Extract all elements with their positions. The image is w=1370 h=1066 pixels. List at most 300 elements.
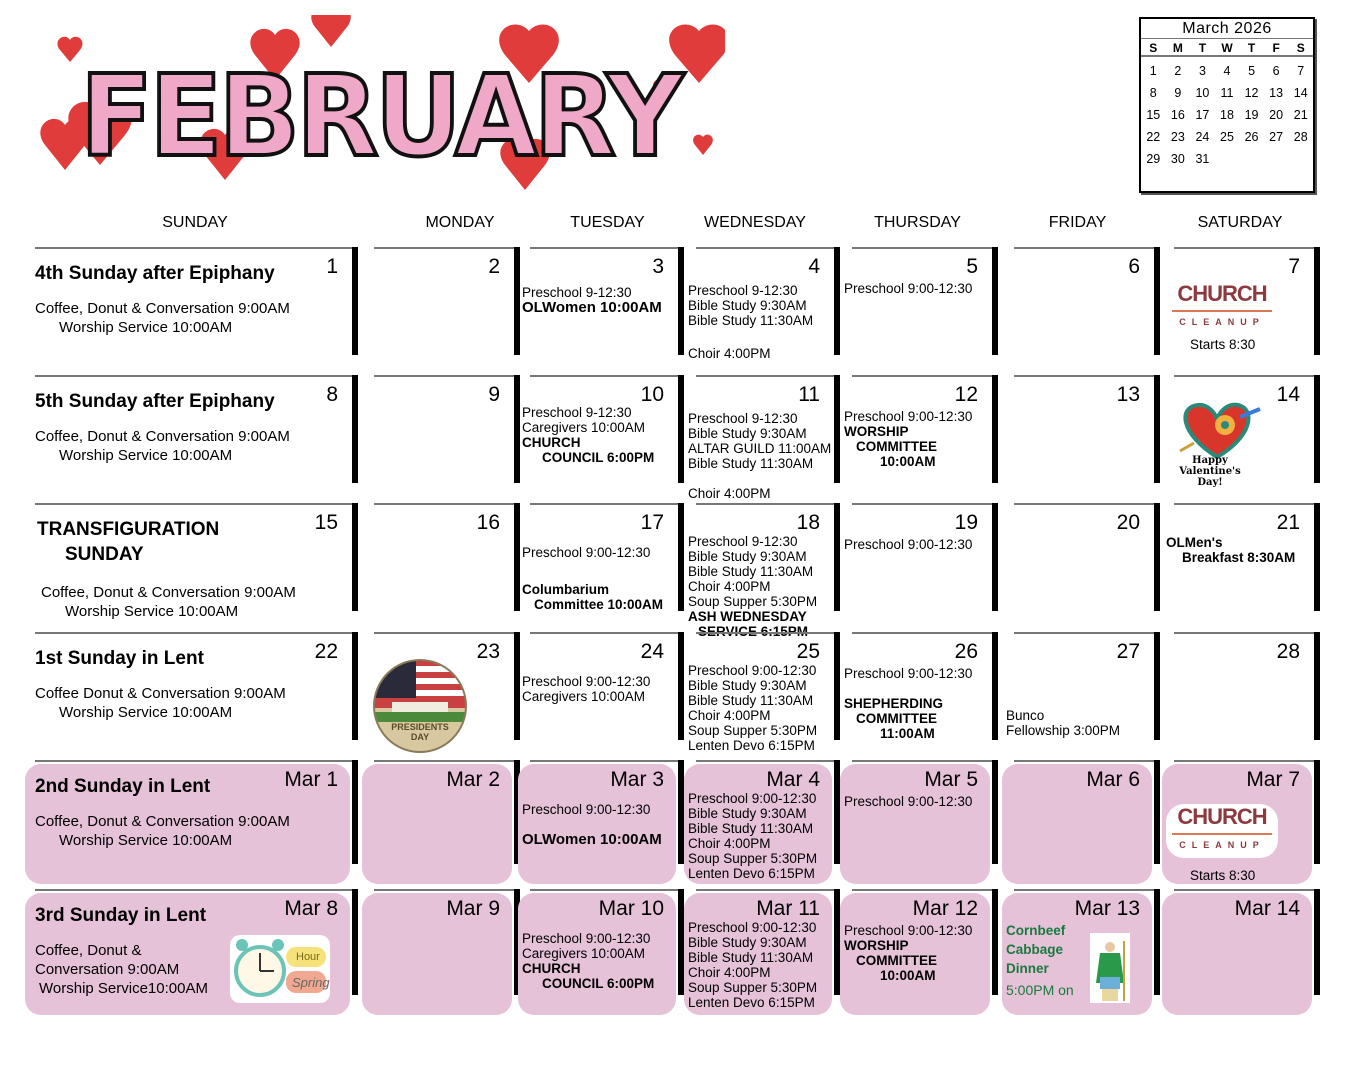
- cell-top-border: [696, 247, 840, 249]
- cell-body: [684, 379, 832, 501]
- event-line: Dinner: [1006, 961, 1049, 976]
- event-line: Columbarium: [522, 582, 610, 597]
- sunday-title: 5th Sunday after Epiphany: [35, 391, 275, 412]
- valentine-text-line: Happy: [1192, 455, 1228, 466]
- cell-top-border: [374, 760, 520, 762]
- day-cell-tuesday[interactable]: [518, 247, 684, 357]
- mini-calendar-date: 8: [1149, 86, 1157, 100]
- event-line: Preschool 9:00-12:30: [844, 409, 973, 424]
- mini-calendar-date: 3: [1198, 64, 1206, 78]
- event-line: Bible Study 9:30AM: [688, 806, 807, 821]
- day-number: 8: [326, 383, 338, 406]
- cell-body: [684, 636, 832, 753]
- cell-body: [25, 636, 350, 742]
- valentine-text-line: Valentine's: [1179, 466, 1241, 477]
- day-cell-tuesday[interactable]: [518, 632, 684, 742]
- event-line: Worship Service 10:00AM: [59, 832, 233, 849]
- day-number: 21: [1276, 511, 1300, 534]
- cell-top-border: [852, 503, 998, 505]
- cell-top-border: [35, 503, 358, 505]
- day-cell-sunday[interactable]: [25, 247, 358, 357]
- cell-body: [840, 251, 990, 357]
- day-number: 13: [1116, 383, 1140, 406]
- event-line: Soup Supper 5:30PM: [688, 594, 818, 609]
- cell-top-border: [1174, 889, 1320, 891]
- cell-top-border: [1014, 632, 1160, 634]
- cell-top-border: [35, 889, 358, 891]
- event-line: Preschool 9:00-12:30: [844, 794, 973, 809]
- event-line: Coffee, Donut & Conversation 9:00AM: [41, 584, 296, 601]
- spring-label: Hour: [296, 951, 320, 963]
- day-number: 20: [1116, 511, 1140, 534]
- event-line: Choir 4:00PM: [688, 836, 771, 851]
- day-cell-friday[interactable]: [1002, 760, 1160, 884]
- day-cell-saturday[interactable]: [1162, 632, 1320, 742]
- mini-calendar-title: March 2026: [1141, 19, 1313, 39]
- cell-body: [840, 893, 990, 1015]
- cell-top-border: [530, 889, 684, 891]
- event-line: Preschool 9:00-12:30: [688, 920, 817, 935]
- event-line: Preschool 9:00-12:30: [522, 545, 651, 560]
- day-number: 10: [640, 383, 664, 406]
- cell-body: [518, 636, 676, 742]
- rake-shovel-icon: [1172, 310, 1272, 312]
- cell-top-border: [374, 503, 520, 505]
- event-line: Preschool 9:00-12:30: [688, 663, 817, 678]
- day-cell-friday[interactable]: [1002, 375, 1160, 485]
- cell-body: [1002, 251, 1152, 357]
- day-number: Mar 13: [1074, 897, 1140, 920]
- cell-body: [518, 379, 676, 485]
- event-line: Preschool 9-12:30: [688, 534, 798, 549]
- cell-top-border: [696, 375, 840, 377]
- mini-calendar-date: 30: [1170, 152, 1185, 166]
- event-line: Worship Service 10:00AM: [59, 447, 233, 464]
- event-line: Choir 4:00PM: [688, 486, 771, 501]
- day-number: Mar 12: [912, 897, 978, 920]
- header-saturday: SATURDAY: [1197, 214, 1283, 231]
- event-line: Bible Study 9:30AM: [688, 426, 807, 441]
- event-line: Committee 10:00AM: [534, 597, 664, 612]
- cell-top-border: [696, 632, 840, 634]
- sunday-title: TRANSFIGURATION: [37, 519, 220, 540]
- cell-top-border: [1014, 760, 1160, 762]
- cell-body: [1002, 379, 1152, 485]
- event-line: Lenten Devo 6:15PM: [688, 738, 815, 753]
- mini-calendar-dates: [1141, 57, 1313, 170]
- cell-body: [840, 764, 990, 884]
- cell-body: [1162, 893, 1312, 1015]
- sunday-title: 3rd Sunday in Lent: [35, 905, 207, 926]
- st-patrick-icon: [1090, 933, 1130, 1003]
- event-line: Preschool 9:00-12:30: [844, 537, 973, 552]
- day-number: 4: [808, 255, 820, 278]
- mini-calendar-date: 19: [1244, 108, 1259, 122]
- cell-top-border: [1174, 760, 1320, 762]
- day-number: Mar 7: [1246, 768, 1300, 791]
- mini-calendar-date: 18: [1220, 108, 1234, 122]
- cell-top-border: [374, 375, 520, 377]
- cell-body: [840, 636, 990, 742]
- cell-top-border: [1014, 503, 1160, 505]
- day-number: Mar 11: [756, 897, 820, 920]
- day-number: Mar 3: [610, 768, 664, 791]
- event-line: Fellowship 3:00PM: [1006, 723, 1121, 738]
- day-number: 19: [954, 511, 978, 534]
- event-line: Bible Study 11:30AM: [688, 564, 814, 579]
- event-line: Worship Service 10:00AM: [59, 319, 233, 336]
- church-cleanup-icon: [1166, 804, 1278, 858]
- day-number: 24: [640, 640, 664, 663]
- day-number: 6: [1128, 255, 1140, 278]
- event-line: Soup Supper 5:30PM: [688, 851, 818, 866]
- day-number: 23: [476, 640, 500, 663]
- cell-right-bar: [1314, 632, 1320, 740]
- cell-top-border: [852, 889, 998, 891]
- event-line: COMMITTEE: [856, 711, 937, 726]
- cell-body: [1162, 251, 1312, 357]
- mini-dow: M: [1172, 41, 1183, 55]
- day-number: 18: [796, 511, 820, 534]
- cell-body: [518, 764, 676, 884]
- event-line: 5:00PM on: [1006, 982, 1074, 998]
- event-line: Coffee, Donut & Conversation 9:00AM: [35, 428, 290, 445]
- cell-top-border: [852, 375, 998, 377]
- sunday-title: 4th Sunday after Epiphany: [35, 263, 275, 284]
- event-line: CHURCH: [522, 961, 581, 976]
- day-number: Mar 4: [766, 768, 820, 791]
- cell-top-border: [1174, 247, 1320, 249]
- day-number: 28: [1276, 640, 1300, 663]
- cell-top-border: [35, 375, 358, 377]
- day-number: 22: [314, 640, 338, 663]
- event-line: Bible Study 11:30AM: [688, 950, 814, 965]
- mini-calendar-date: 12: [1244, 86, 1259, 100]
- mini-calendar-date: 25: [1220, 130, 1234, 144]
- cell-top-border: [35, 632, 358, 634]
- day-number: 26: [954, 640, 978, 663]
- cell-right-bar: [1314, 889, 1320, 995]
- cell-top-border: [530, 247, 684, 249]
- day-number: 12: [954, 383, 978, 406]
- event-line: Bible Study 9:30AM: [688, 549, 807, 564]
- mini-calendar-date: 9: [1174, 86, 1182, 100]
- day-cell-wednesday[interactable]: [684, 760, 840, 884]
- event-line: Coffee Donut & Conversation 9:00AM: [35, 685, 286, 702]
- day-number: 14: [1276, 383, 1300, 406]
- mini-calendar-date: 16: [1170, 108, 1185, 122]
- rake-shovel-icon: [1172, 833, 1272, 835]
- day-cell-monday[interactable]: [362, 503, 520, 613]
- event-line: Bible Study 11:30AM: [688, 456, 814, 471]
- day-cell-friday[interactable]: [1002, 632, 1160, 742]
- event-line: Breakfast 8:30AM: [1182, 550, 1296, 565]
- event-line: Preschool 9:00-12:30: [688, 791, 817, 806]
- mini-dow: S: [1149, 41, 1158, 55]
- day-cell-wednesday[interactable]: [684, 889, 840, 1015]
- event-line: Coffee, Donut & Conversation 9:00AM: [35, 813, 290, 830]
- event-line: Choir 4:00PM: [688, 965, 771, 980]
- event-line: Bible Study 9:30AM: [688, 298, 807, 313]
- event-line: Worship Service 10:00AM: [59, 704, 233, 721]
- event-line: CHURCH: [522, 435, 581, 450]
- cell-right-bar: [352, 632, 358, 740]
- header-sunday: SUNDAY: [162, 214, 228, 231]
- mini-calendar-date: 15: [1146, 108, 1161, 122]
- day-cell-wednesday[interactable]: [684, 375, 840, 501]
- header-friday: FRIDAY: [1048, 214, 1107, 231]
- day-cell-thursday[interactable]: [840, 247, 998, 357]
- cell-right-bar: [1154, 632, 1160, 740]
- day-number: Mar 8: [284, 897, 338, 920]
- day-number: 7: [1288, 255, 1300, 278]
- day-cell-monday[interactable]: [362, 760, 520, 884]
- event-line: Lenten Devo 6:15PM: [688, 995, 815, 1010]
- cell-body: [1002, 636, 1152, 742]
- mini-calendar-date: 14: [1293, 86, 1308, 100]
- valentine-text-line: Day!: [1197, 477, 1223, 488]
- day-cell-monday[interactable]: [362, 247, 520, 357]
- cell-body: [1002, 893, 1152, 1015]
- cell-top-border: [530, 632, 684, 634]
- day-number: Mar 1: [284, 768, 338, 791]
- cell-body: [362, 507, 512, 613]
- svg-text:FEBRUARY: FEBRUARY: [80, 52, 686, 182]
- mini-calendar-march: [1139, 17, 1315, 193]
- cell-top-border: [696, 889, 840, 891]
- event-line: Conversation 9:00AM: [35, 961, 180, 978]
- cell-top-border: [530, 503, 684, 505]
- weekday-header-row: [0, 214, 1370, 236]
- cell-right-bar: [1314, 760, 1320, 864]
- event-line: Preschool 9-12:30: [688, 411, 798, 426]
- cleanup-title: CHURCH: [1177, 804, 1267, 829]
- day-number: 25: [796, 640, 820, 663]
- presidents-day-text: [372, 722, 468, 742]
- sunday-title-line2: SUNDAY: [65, 544, 144, 565]
- day-number: Mar 14: [1234, 897, 1300, 920]
- cell-body: [25, 764, 350, 884]
- mini-dow: W: [1221, 41, 1233, 55]
- day-cell-saturday[interactable]: [1162, 503, 1320, 613]
- cell-top-border: [696, 503, 840, 505]
- cell-right-bar: [992, 503, 998, 611]
- cell-body: [684, 251, 832, 361]
- event-line: 10:00AM: [880, 968, 936, 983]
- event-line: Soup Supper 5:30PM: [688, 980, 818, 995]
- event-line: Caregivers 10:00AM: [522, 946, 646, 961]
- day-cell-wednesday[interactable]: [684, 247, 840, 361]
- day-number: Mar 9: [446, 897, 500, 920]
- day-cell-friday[interactable]: [1002, 503, 1160, 613]
- cleanup-subtitle: CLEANUP: [1179, 317, 1265, 327]
- day-cell-wednesday[interactable]: [684, 632, 840, 753]
- event-line: WORSHIP: [844, 424, 909, 439]
- day-cell-sunday[interactable]: [25, 503, 358, 620]
- cell-right-bar: [1154, 889, 1160, 995]
- mini-calendar-date: 29: [1146, 152, 1161, 166]
- cell-top-border: [1174, 503, 1320, 505]
- day-cell-saturday[interactable]: [1162, 247, 1320, 357]
- day-number: Mar 10: [598, 897, 664, 920]
- cell-top-border: [530, 375, 684, 377]
- cell-body: [1162, 636, 1312, 742]
- day-cell-sunday[interactable]: [25, 375, 358, 485]
- cell-right-bar: [992, 247, 998, 355]
- cell-top-border: [530, 760, 684, 762]
- cell-body: [25, 251, 350, 357]
- event-line: Preschool 9-12:30: [688, 283, 798, 298]
- cell-body: [1162, 764, 1312, 884]
- day-cell-thursday[interactable]: [840, 632, 998, 742]
- event-line: OLWomen 10:00AM: [522, 831, 662, 848]
- mini-calendar-date: 5: [1248, 64, 1256, 78]
- event-line: COUNCIL 6:00PM: [542, 976, 655, 991]
- event-line: Preschool 9:00-12:30: [522, 674, 651, 689]
- cell-top-border: [696, 760, 840, 762]
- event-line: Choir 4:00PM: [688, 579, 771, 594]
- cell-right-bar: [1154, 760, 1160, 864]
- spring-label: Spring: [292, 975, 330, 990]
- day-number: Mar 2: [446, 768, 500, 791]
- mini-dow: S: [1296, 41, 1305, 55]
- event-line: Preschool 9:00-12:30: [844, 666, 973, 681]
- event-line: Bible Study 11:30AM: [688, 313, 814, 328]
- event-line: Cabbage: [1006, 942, 1064, 957]
- day-cell-friday[interactable]: [1002, 889, 1160, 1015]
- mini-calendar-date: 7: [1297, 64, 1305, 78]
- event-line: Preschool 9-12:30: [522, 405, 632, 420]
- day-cell-sunday[interactable]: [25, 760, 358, 884]
- cell-right-bar: [1314, 375, 1320, 483]
- day-number: Mar 6: [1086, 768, 1140, 791]
- mini-calendar-date: 6: [1272, 64, 1280, 78]
- event-line: Worship Service 10:00AM: [65, 603, 239, 620]
- cell-top-border: [35, 760, 358, 762]
- cell-top-border: [374, 247, 520, 249]
- day-cell-tuesday[interactable]: [518, 503, 684, 613]
- cell-top-border: [852, 632, 998, 634]
- day-cell-monday[interactable]: [362, 375, 520, 485]
- church-cleanup-icon: [1166, 281, 1278, 335]
- event-line: Caregivers 10:00AM: [522, 689, 646, 704]
- event-line: Starts 8:30: [1190, 868, 1256, 883]
- mini-dow: T: [1198, 41, 1207, 55]
- cell-body: [362, 893, 512, 1015]
- mini-calendar-date: 2: [1174, 64, 1182, 78]
- event-line: Coffee, Donut &: [35, 942, 142, 959]
- cell-body: [840, 507, 990, 613]
- cell-body: [1162, 507, 1312, 613]
- event-line: Caregivers 10:00AM: [522, 420, 646, 435]
- spring-forward-clock-icon: [230, 935, 330, 1003]
- event-line: COMMITTEE: [856, 439, 937, 454]
- mini-calendar-date: 26: [1244, 130, 1259, 144]
- mini-calendar-weekdays: [1141, 39, 1313, 57]
- cell-right-bar: [352, 247, 358, 355]
- day-cell-saturday[interactable]: [1162, 889, 1320, 1015]
- day-cell-thursday[interactable]: [840, 760, 998, 884]
- event-line: Preschool 9:00-12:30: [844, 281, 973, 296]
- sunday-title: 2nd Sunday in Lent: [35, 776, 211, 797]
- cell-top-border: [35, 247, 358, 249]
- mini-calendar-date: 27: [1269, 130, 1284, 144]
- day-number: 15: [314, 511, 338, 534]
- event-line: Preschool 9:00-12:30: [522, 802, 651, 817]
- day-cell-thursday[interactable]: [840, 503, 998, 613]
- cell-body: [518, 507, 676, 613]
- cell-right-bar: [352, 889, 358, 995]
- cell-top-border: [852, 760, 998, 762]
- cell-body: [362, 764, 512, 884]
- day-cell-thursday[interactable]: [840, 375, 998, 485]
- day-cell-tuesday[interactable]: [518, 375, 684, 485]
- day-cell-sunday[interactable]: [25, 889, 358, 1015]
- day-cell-friday[interactable]: [1002, 247, 1160, 357]
- cell-top-border: [374, 889, 520, 891]
- day-cell-monday[interactable]: [362, 632, 520, 742]
- cell-body: [684, 764, 832, 884]
- day-cell-sunday[interactable]: [25, 632, 358, 742]
- cell-body: [25, 507, 350, 620]
- mini-calendar-date: 17: [1195, 108, 1210, 122]
- valentine-text: [1170, 455, 1250, 488]
- sunday-title: 1st Sunday in Lent: [35, 648, 204, 669]
- day-cell-monday[interactable]: [362, 889, 520, 1015]
- cell-right-bar: [992, 889, 998, 995]
- cell-body: [362, 636, 512, 742]
- day-cell-wednesday[interactable]: [684, 503, 840, 624]
- event-line: SHEPHERDING: [844, 696, 944, 711]
- mini-dow: T: [1247, 41, 1256, 55]
- cell-top-border: [852, 247, 998, 249]
- day-cell-tuesday[interactable]: [518, 760, 684, 884]
- day-cell-tuesday[interactable]: [518, 889, 684, 1015]
- day-cell-saturday[interactable]: [1162, 760, 1320, 884]
- day-cell-thursday[interactable]: [840, 889, 998, 1015]
- event-line: Bunco: [1006, 708, 1045, 723]
- cell-body: [362, 379, 512, 485]
- mini-calendar-date: 28: [1293, 130, 1308, 144]
- event-line: Worship Service10:00AM: [39, 980, 208, 997]
- cell-top-border: [1014, 247, 1160, 249]
- event-line: ASH WEDNESDAY: [688, 609, 807, 624]
- cell-right-bar: [1154, 503, 1160, 611]
- cell-body: [840, 379, 990, 485]
- cell-right-bar: [1154, 247, 1160, 355]
- event-line: OLWomen 10:00AM: [522, 299, 662, 316]
- event-line: Bible Study 9:30AM: [688, 935, 807, 950]
- mini-calendar-date: 23: [1170, 130, 1185, 144]
- cell-body: [362, 251, 512, 357]
- cell-body: [518, 251, 676, 357]
- day-number: 3: [652, 255, 664, 278]
- event-line: 10:00AM: [880, 454, 936, 469]
- day-number: 9: [488, 383, 500, 406]
- cell-right-bar: [1154, 375, 1160, 483]
- presidents-day-text-line: PRESIDENTS: [391, 722, 449, 732]
- event-line: ALTAR GUILD 11:00AM: [688, 441, 832, 456]
- day-cell-saturday[interactable]: [1162, 375, 1320, 488]
- mini-calendar-date: 1: [1149, 64, 1157, 78]
- event-line: Preschool 9:00-12:30: [522, 931, 651, 946]
- event-line: 11:00AM: [880, 726, 935, 741]
- event-line: Cornbeef: [1006, 923, 1066, 938]
- cell-right-bar: [352, 760, 358, 864]
- event-line: Bible Study 11:30AM: [688, 693, 814, 708]
- day-number: 11: [798, 383, 820, 406]
- cell-top-border: [1174, 375, 1320, 377]
